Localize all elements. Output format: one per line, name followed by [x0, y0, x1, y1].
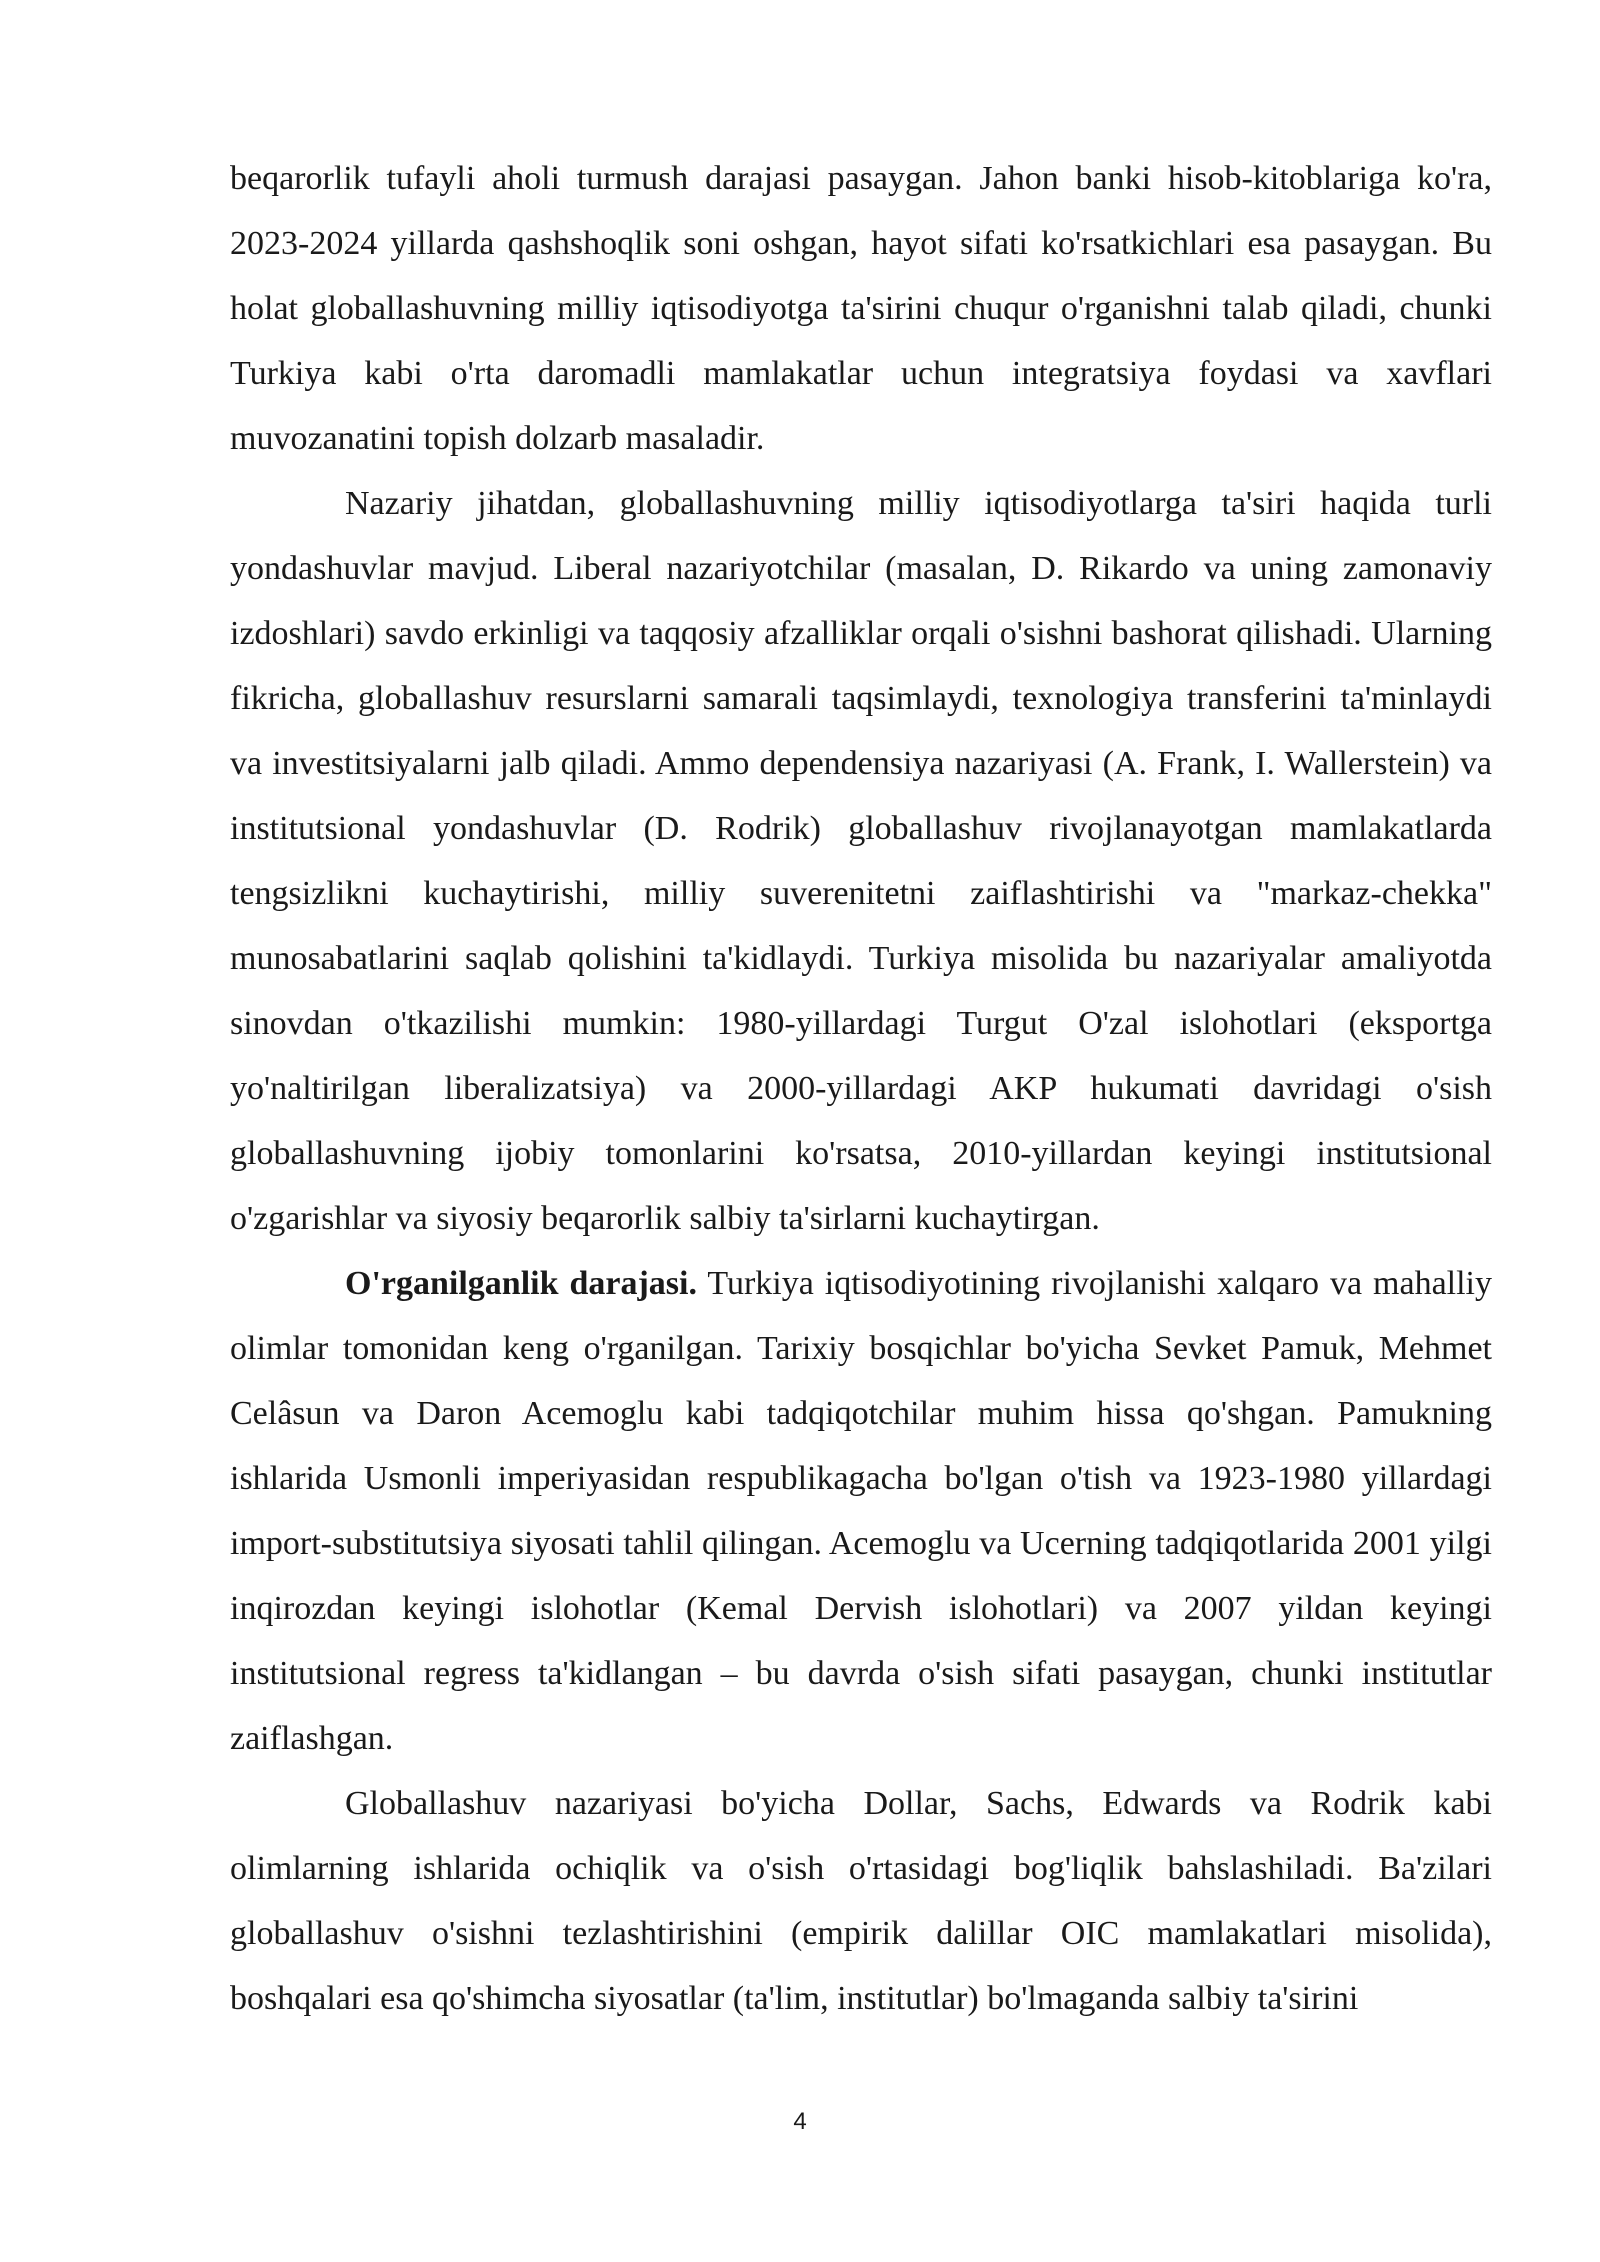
paragraph-theory: [230, 471, 1492, 1251]
paragraph-heading: O'rganilganlik darajasi.: [345, 1265, 697, 1302]
paragraph-globalization-theory: [230, 1771, 1492, 2031]
page-number: 4: [793, 2108, 807, 2135]
paragraph-text: Globallashuv nazariyasi bo'yicha Dollar, Sachs, Edwards va Rodrik kabi olimlarning ishlarida ochiqlik va o'sish o'rtasidagi bog'liqlik bahslashiladi. Ba'zilari globallashuv o'sishni tezlashtirishini (empirik dalillar OIC mamlakatlari misolida), boshqalari esa qo'shimcha siyosatlar (ta'lim, institutlar) bo'lmaganda salbiy ta'sirini: [230, 1785, 1492, 2017]
body-text: [230, 146, 1492, 2031]
paragraph-text: beqarorlik tufayli aholi turmush darajasi pasaygan. Jahon banki hisob-kitoblariga ko'ra, 2023-2024 yillarda qashshoqlik soni oshgan, hayot sifati ko'rsatkichlari esa pasaygan. Bu holat globallashuvning milliy iqtisodiyotga ta'sirini chuqur o'rganishni talab qiladi, chunki Turkiya kabi o'rta daromadli mamlakatlar uchun integratsiya foydasi va xavflari muvozanatini topish dolzarb masaladir.: [230, 160, 1492, 457]
paragraph-text: Turkiya iqtisodiyotining rivojlanishi xalqaro va mahalliy olimlar tomonidan keng o'rganilgan. Tarixiy bosqichlar bo'yicha Sevket Pamuk, Mehmet Celâsun va Daron Acemoglu kabi tadqiqotchilar muhim hissa qo'shgan. Pamukning ishlarida Usmonli imperiyasidan respublikagacha bo'lgan o'tish va 1923-1980 yillardagi import-substitutsiya siyosati tahlil qilingan. Acemoglu va Ucerning tadqiqotlarida 2001 yilgi inqirozdan keyingi islohotlar (Kemal Dervish islohotlari) va 2007 yildan keyingi institutsional regress ta'kidlangan – bu davrda o'sish sifati pasaygan, chunki institutlar zaiflashgan.: [230, 1265, 1493, 1757]
paragraph-research-level: [230, 1251, 1492, 1771]
paragraph-continuation: [230, 146, 1492, 471]
paragraph-text: Nazariy jihatdan, globallashuvning milliy iqtisodiyotlarga ta'siri haqida turli yondashuvlar mavjud. Liberal nazariyotchilar (masalan, D. Rikardo va uning zamonaviy izdoshlari) savdo erkinligi va taqqosiy afzalliklar orqali o'sishni bashorat qilishadi. Ularning fikricha, globallashuv resurslarni samarali taqsimlaydi, texnologiya transferini ta'minlaydi va investitsiyalarni jalb qiladi. Ammo dependensiya nazariyasi (A. Frank, I. Wallerstein) va institutsional yondashuvlar (D. Rodrik) globallashuv rivojlanayotgan mamlakatlarda tengsizlikni kuchaytirishi, milliy suverenitetni zaiflashtirishi va "markaz-chekka" munosabatlarini saqlab qolishini ta'kidlaydi. Turkiya misolida bu nazariyalar amaliyotda sinovdan o'tkazilishi mumkin: 1980-yillardagi Turgut O'zal islohotlari (eksportga yo'naltirilgan liberalizatsiya) va 2000-yillardagi AKP hukumati davridagi o'sish globallashuvning ijobiy tomonlarini ko'rsatsa, 2010-yillardan keyingi institutsional o'zgarishlar va siyosiy beqarorlik salbiy ta'sirlarni kuchaytirgan.: [230, 485, 1492, 1237]
